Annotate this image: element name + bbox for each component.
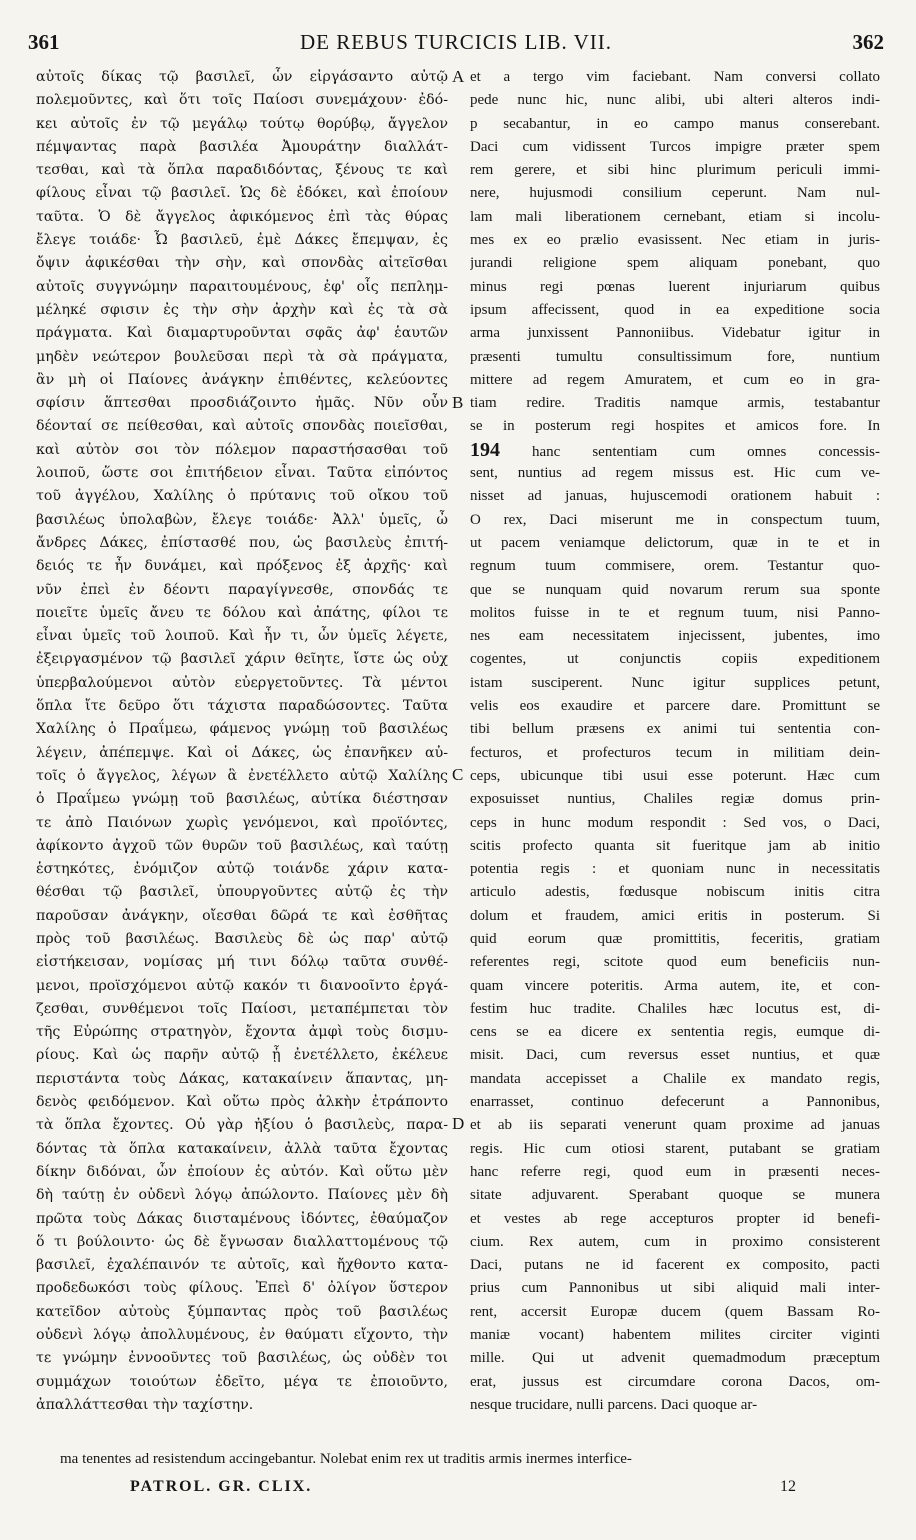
latin-text-line: tiam redire. Traditis namque armis, testabantur: [470, 395, 880, 412]
greek-text-line: μενοι, προϊσχόμενοι αὐτῷ κακόν τι διανοοῖντο ἐργά-: [36, 977, 448, 994]
latin-text-line: ipsum affecissent, quod in ea expeditione socia: [470, 301, 880, 318]
greek-text-line: τὰ ὅπλα ἔχοντες. Οὐ γὰρ ἠξίου ὁ βασιλεὺς, παρα-: [36, 1117, 448, 1134]
latin-text-line: molitos fuisse in te et regnum tuum, nisi Panno-: [470, 604, 880, 621]
latin-text-line: quam vincere poteritis. Arma autem, ite, et con-: [470, 977, 880, 994]
greek-text-line: ἔλεγε τοιάδε· Ὦ βασιλεῦ, ἐμὲ Δάκες ἔπεμψαν, ἐς: [36, 232, 448, 249]
latin-text-line: mille. Qui ut advenit quemadmodum præceptum: [470, 1350, 880, 1367]
latin-text-line: minus regi pœnas luerent injuriarum quibus: [470, 278, 880, 295]
latin-text-line: Daci cum vidissent Turcos impigre præter spem: [470, 138, 880, 155]
latin-text-line: mittere ad regem Amuratem, et cum eo in gra-: [470, 371, 880, 388]
latin-text-line: [470, 439, 880, 462]
page-footer: [130, 1478, 796, 1496]
greek-text-line: ὑπερβαλούμενοι αὐτὸν εὐεργετοῦντες. Τὰ μέντοι: [36, 674, 448, 691]
latin-text-line: jurandi religione spem aliquam ponebant, quo: [470, 255, 880, 272]
greek-text-line: πρῶτα τοὺς Δάκας διισταμένους ἰδόντες, ἐθαύμαζον: [36, 1210, 448, 1227]
greek-text-line: βασιλέως ὑπολαβὼν, ἔλεγε τοιάδε· Ἀλλ' ὑμεῖς, ὦ: [36, 511, 448, 528]
greek-text-line: δόντας τὰ ὅπλα κατακαίνειν, ἀλλὰ ταῦτα ἔχοντας: [36, 1140, 448, 1157]
section-marker-d: D: [452, 1114, 465, 1133]
bottom-line: ma tenentes ad resistendum accingebantur. Nolebat enim rex ut traditis armis inermes interfice-: [60, 1451, 632, 1467]
latin-text-line: maniæ vocant) habentem milites circiter viginti: [470, 1327, 880, 1344]
latin-text-line: nesque trucidare, nulli parcens. Daci quoque ar-: [470, 1396, 758, 1413]
latin-text-line: que se nunquam quid novarum rerum sua sponte: [470, 581, 880, 598]
latin-text-line: regis. Hic cum otiosi starent, putabant se gratiam: [470, 1140, 880, 1157]
greek-text-line: ὁ Πραΐμεω γνώμῃ τοῦ βασιλέως, αὐτίκα διέστησαν: [36, 791, 448, 808]
greek-text-line: εἱστήκεισαν, νομίσας μή τινι δόλῳ ταῦτα συνθέ-: [36, 954, 448, 971]
greek-text-line: ἀπαλλάττεσθαι τὴν ταχίστην.: [36, 1396, 254, 1413]
latin-text-line: velis eos exaudire et parcere dare. Promittunt se: [470, 698, 880, 715]
greek-text-line: προδεδωκόσι τοὺς φίλους. Ἐπεὶ δ' ὀλίγον ὕστερον: [36, 1280, 448, 1297]
right-page-number: 362: [852, 30, 884, 54]
latin-text-line: ceps, ubicunque tibi usui esse poterunt. Hæc cum: [470, 767, 880, 784]
latin-text-line: rent, accersit Europæ ducem (quem Bassam Ro-: [470, 1303, 880, 1320]
greek-text-line: πράγματα. Καὶ διαμαρτυροῦνται σφᾶς ἀφ' ἑαυτῶν: [36, 325, 448, 342]
latin-text-line: cium. Rex autem, cum in proximo consisterent: [470, 1233, 880, 1250]
greek-text-line: καὶ αὐτὸν σοι τὸν πόλεμον παραστήσασθαι τοῦ: [36, 441, 448, 458]
greek-column: [36, 66, 448, 1417]
latin-text-line: sitate adjuvarent. Sperabant quoque se munera: [470, 1187, 880, 1204]
latin-text-line: hanc referre regi, quod eum in præsenti neces-: [470, 1163, 880, 1180]
latin-text-line: quid eorum quæ promittitis, feceritis, gratiam: [470, 930, 880, 947]
latin-text-line: istam susciperent. Nunc igitur supplices petunt,: [470, 674, 880, 691]
running-header: [28, 30, 884, 60]
greek-text-line: τεσθαι, καὶ τὰ ὅπλα παραδιδόντας, ξένους τε καὶ: [36, 162, 448, 179]
latin-text-line: nisset ad januas, hujuscemodi orationem habuit :: [470, 488, 880, 505]
greek-text-line: τε γνώμην ἐννοοῦντες τοῦ βασιλέως, ὡς οὐδὲν τοι: [36, 1350, 448, 1367]
greek-text-line: μηδὲν νεώτερον βουλεῦσαι περὶ τὰ σὰ πράγματα,: [36, 348, 448, 365]
greek-text-line: Χαλίλης ὁ Πραΐμεω, φάμενος γνώμῃ τοῦ βασιλέως: [36, 721, 448, 738]
signature-mark: PATROL. GR. CLIX.: [130, 1478, 313, 1495]
greek-text-line: κατεῖδον αὐτοὺς ξύμπαντας πρὸς τοῦ βασιλέως: [36, 1303, 448, 1320]
greek-text-line: ποιεῖτε ὑμεῖς ἄνευ τε δόλου καὶ ἀπάτης, φίλοι τε: [36, 604, 448, 621]
greek-text-line: παροῦσαν ἀνάγκην, οἴεσθαι δῶρά τε καὶ ἐσθῆτας: [36, 907, 448, 924]
section-markers: [452, 66, 468, 1466]
greek-text-line: πρὸς τοῦ βασιλέως. Βασιλεὺς δὲ ὡς παρ' αὐτῷ: [36, 930, 448, 947]
latin-text-line: mandata accepisset a Chalile ex mandato regis,: [470, 1070, 880, 1087]
section-marker-c: C: [452, 765, 464, 784]
latin-text-line: ut pacem veniamque delictorum, quæ in te et in: [470, 534, 880, 551]
greek-text-line: ἐξειργασμένον τῷ βασιλεῖ χάριν θεῖητε, ἴστε ὡς οὐχ: [36, 651, 448, 668]
greek-text-line: ζεσθαι, συνθέμενοι τοῖς Παίοσι, μεταπέμπεται τὸν: [36, 1000, 448, 1017]
folio-number: 12: [780, 1478, 796, 1495]
greek-text-line: βασιλεῖ, ἐχαλέπαινόν τε αὐτοῖς, καὶ ἤχθοντο κατα-: [36, 1257, 448, 1274]
latin-text-line: sent, nuntius ad regem missus est. Hic cum ve-: [470, 465, 880, 482]
greek-text-line: νῦν ἐπεὶ ἐν δέοντι παραγίγνεσθε, σπονδάς τε: [36, 581, 448, 598]
latin-text-line: prius cum Pannonibus ut sibi aliquid mali inter-: [470, 1280, 880, 1297]
greek-text-line: συμμάχων τοιούτων ἐδεῖτο, μέγα τε ἐποιοῦντο,: [36, 1373, 448, 1390]
latin-text-line: nes eam necessitatem injecissent, jubentes, imo: [470, 628, 880, 645]
latin-text-line: et ab iis separati venerunt quam proxime ad januas: [470, 1117, 880, 1134]
latin-text-line: cens se ea dicere ex sententia regis, eumque di-: [470, 1024, 880, 1041]
latin-text-line: articulo adestis, fœdusque nobiscum initis citra: [470, 884, 880, 901]
running-title: DE REBUS TURCICIS LIB. VII.: [299, 30, 613, 54]
greek-text-line: ἂν μὴ οἱ Παίονες ἀνάγκην ἐπιθέντες, κελεύοντες: [36, 371, 448, 388]
greek-text-line: κει αὐτοῖς ἐν τῷ μεγάλῳ τούτῳ θορύβῳ, ἄγγελον: [36, 115, 448, 132]
latin-text-line: Daci, putans ne id facerent ex composito, pacti: [470, 1257, 880, 1274]
greek-text-line: τῆς Εὐρώπης στρατηγὸν, ἔχοντα ἀμφὶ τοὺς δισμυ-: [36, 1024, 448, 1041]
greek-text-line: τοῦ ἀγγέλου, Χαλίλης ὁ πρύτανις τοῦ οἴκου τοῦ: [36, 488, 448, 505]
latin-text-line: et a tergo vim faciebant. Nam conversi collato: [470, 69, 880, 85]
latin-text-line: fecturos, et profecturos tecum in militiam dein-: [470, 744, 880, 761]
greek-text-line: λέγειν, ἀπέπεμψε. Καὶ οἱ Δάκες, ὡς ἐπανῆκεν αὐ-: [36, 744, 448, 761]
section-marker-a: A: [452, 67, 465, 86]
latin-text-line: lam mali liberationem cernebant, etiam si incolu-: [470, 208, 880, 225]
greek-text-line: φίλους εἶναι τῷ βασιλεῖ. Ὡς δὲ ἐδόκει, καὶ ἐποίουν: [36, 185, 448, 202]
latin-text-line: cogentes, ut conjunctis copiis expeditionem: [470, 651, 880, 668]
latin-text-line: dolum et fraudem, amici eritis in posterum. Si: [470, 907, 880, 924]
latin-column: [470, 66, 880, 1417]
greek-text-line: πολεμοῦντες, καὶ ὅτι τοῖς Παίοσι συνεμάχουν· ἐδό-: [36, 92, 448, 109]
latin-text-line: pede nunc hic, nunc alibi, ubi alteri alteros indi-: [470, 92, 880, 109]
latin-text-line: mes ex eo prælio evasissent. Nec etiam in juris-: [470, 232, 880, 249]
greek-text-line: δὴ ταύτῃ ἐν οὐδενὶ λόγῳ ἀπώλοντο. Παίονες μὲν δὴ: [36, 1187, 448, 1204]
latin-text-line: nere, hujusmodi consilium ceperunt. Nam nul-: [470, 185, 880, 202]
latin-text-line: enarrasset, continuo defecerunt a Pannonibus,: [470, 1094, 880, 1111]
greek-text-line: ὄψιν ἀφικέσθαι τὴν σὴν, καὶ σπονδὰς αἰτεῖσθαι: [36, 255, 448, 272]
latin-text-line: regnum tuum commisere, orem. Testantur quo-: [470, 558, 880, 575]
latin-text-line: tibi bellum præsens ex animi tui sententia con-: [470, 721, 880, 738]
latin-text-line: misit. Daci, cum reversus esset nuntius, et quæ: [470, 1047, 880, 1064]
greek-text-line: δειός τε ἦν δυνάμει, καὶ πρόξενος ἐξ ἀρχῆς· καὶ: [36, 558, 448, 575]
latin-text-line: præsenti tumultu consultissimum fore, nuntium: [470, 348, 880, 365]
latin-text-line: rem gerere, et sibi hinc plurimum periculi immi-: [470, 162, 880, 179]
greek-text-line: ρίους. Καὶ ὡς παρῆν αὐτῷ ᾗ ἐνετέλλετο, ἐκέλευε: [36, 1047, 448, 1064]
greek-text-line: ἀφίκοντο ἀγχοῦ τῶν θυρῶν τοῦ βασιλέως, καὶ ταύτῃ: [36, 837, 448, 854]
greek-text-line: ὅ τι βούλοιντο· ὡς δὲ ἔγνωσαν διαλλαττομένους τῷ: [36, 1233, 448, 1250]
greek-text-line: ὅπλα ἴτε δεῦρο ὅτι τάχιστα παραδώσοντες. Ταῦτα: [36, 698, 448, 715]
greek-text-line: εἶναι ὑμεῖς τοῦ λοιποῦ. Καὶ ἦν τι, ὧν ὑμεῖς λέγετε,: [36, 628, 448, 645]
line-text: hanc sententiam cum omnes concessis-: [532, 443, 880, 460]
greek-text-line: οὐδενὶ λόγῳ ἀπολλυμένους, ἐν θαύματι εἴχοντο, τὴν: [36, 1327, 448, 1344]
greek-text-line: ἑστηκότες, ἐνόμιζον αὐτῷ τοιάνδε χάριν κατα-: [36, 861, 448, 878]
greek-text-line: δίκην διδόναι, ὧν ἐποίουν ἐς αὐτόν. Καὶ οὕτω μὲν: [36, 1163, 448, 1180]
latin-text-line: p secabantur, in eo campo manus conserebant.: [470, 115, 880, 132]
margin-number: 194: [470, 438, 500, 461]
latin-text-line: exposuisset nuntius, Chaliles regiæ domus prin-: [470, 791, 880, 808]
latin-text-line: scitis profecto quanta sit fueritque jam ab initio: [470, 837, 880, 854]
section-marker-b: B: [452, 393, 464, 412]
latin-text-line: ceps in hunc modum respondit : Sed vos, o Daci,: [470, 814, 880, 831]
greek-text-line: ταῦτα. Ὁ δὲ ἄγγελος ἀφικόμενος ἐπὶ τὰς θύρας: [36, 208, 448, 225]
latin-text-line: O rex, Daci miserunt me in conspectum tuum,: [470, 511, 880, 528]
greek-text-line: σφίσιν ἅπτεσθαι προσδιάζοιντο ἡμᾶς. Νῦν οὖν: [36, 395, 448, 412]
latin-text-line: et vestes ab rege accepturos propter id benefi-: [470, 1210, 880, 1227]
greek-text-line: τοῖς ὁ ἄγγελος, λέγων ἃ ἐνετέλλετο αὐτῷ Χαλίλης: [36, 767, 448, 784]
latin-text-line: arma junxissent Pannoniibus. Videbatur igitur in: [470, 325, 880, 342]
latin-text-line: se in posterum regi hospites et amicos fore. In: [470, 418, 880, 435]
latin-text-line: erat, jussus est circumdare corona Dacos, om-: [470, 1373, 880, 1390]
greek-text-line: περιστάντα τοὺς Δάκας, κατακαίνειν ἅπαντας, μη-: [36, 1070, 448, 1087]
greek-text-line: τε ἀπὸ Παιόνων χωρὶς γενόμενοι, καὶ προϊόντες,: [36, 814, 448, 831]
greek-text-line: θέσθαι τῷ βασιλεῖ, ὑπουργοῦντες αὐτῷ ἐς τὴν: [36, 884, 448, 901]
latin-text-line: potentia regis : et quoniam nunc in necessitatis: [470, 861, 880, 878]
greek-text-line: πέμψαντας παρὰ βασιλέα Ἀμουράτην διαλλάτ-: [36, 138, 448, 155]
greek-text-line: ἄνδρες Δάκες, ἐπίστασθέ που, ὡς βασιλεὺς ἐπιτή-: [36, 534, 448, 551]
greek-text-line: αὐτοῖς συγγνώμην παραιτουμένους, ἐφ' οἷς πεπλημ-: [36, 278, 448, 295]
greek-text-line: δέονταί σε πείθεσθαι, καὶ αὐτοῖς σπονδὰς ποιεῖσθαι,: [36, 418, 448, 435]
greek-text-line: δενὸς φειδόμενον. Καὶ οὕτω πρὸς ἀλκὴν ἐτράποντο: [36, 1094, 448, 1111]
latin-text-line: referentes regi, scitote quod eum beneficiis nun-: [470, 954, 880, 971]
left-page-number: 361: [28, 30, 60, 54]
greek-text-line: λοιποῦ, ὥστε σοι ἐπιτήδειον εἶναι. Ταῦτα εἰπόντος: [36, 465, 448, 482]
greek-text-line: αὐτοῖς δίκας τῷ βασιλεῖ, ὧν εἰργάσαντο αὐτῷ: [36, 69, 448, 85]
latin-text-line: festim huc tradite. Chaliles hæc locutus est, di-: [470, 1000, 880, 1017]
greek-text-line: μέληκέ σφισιν ἐς τὴν σὴν ἀρχὴν καὶ ἐς τὰ σὰ: [36, 301, 448, 318]
